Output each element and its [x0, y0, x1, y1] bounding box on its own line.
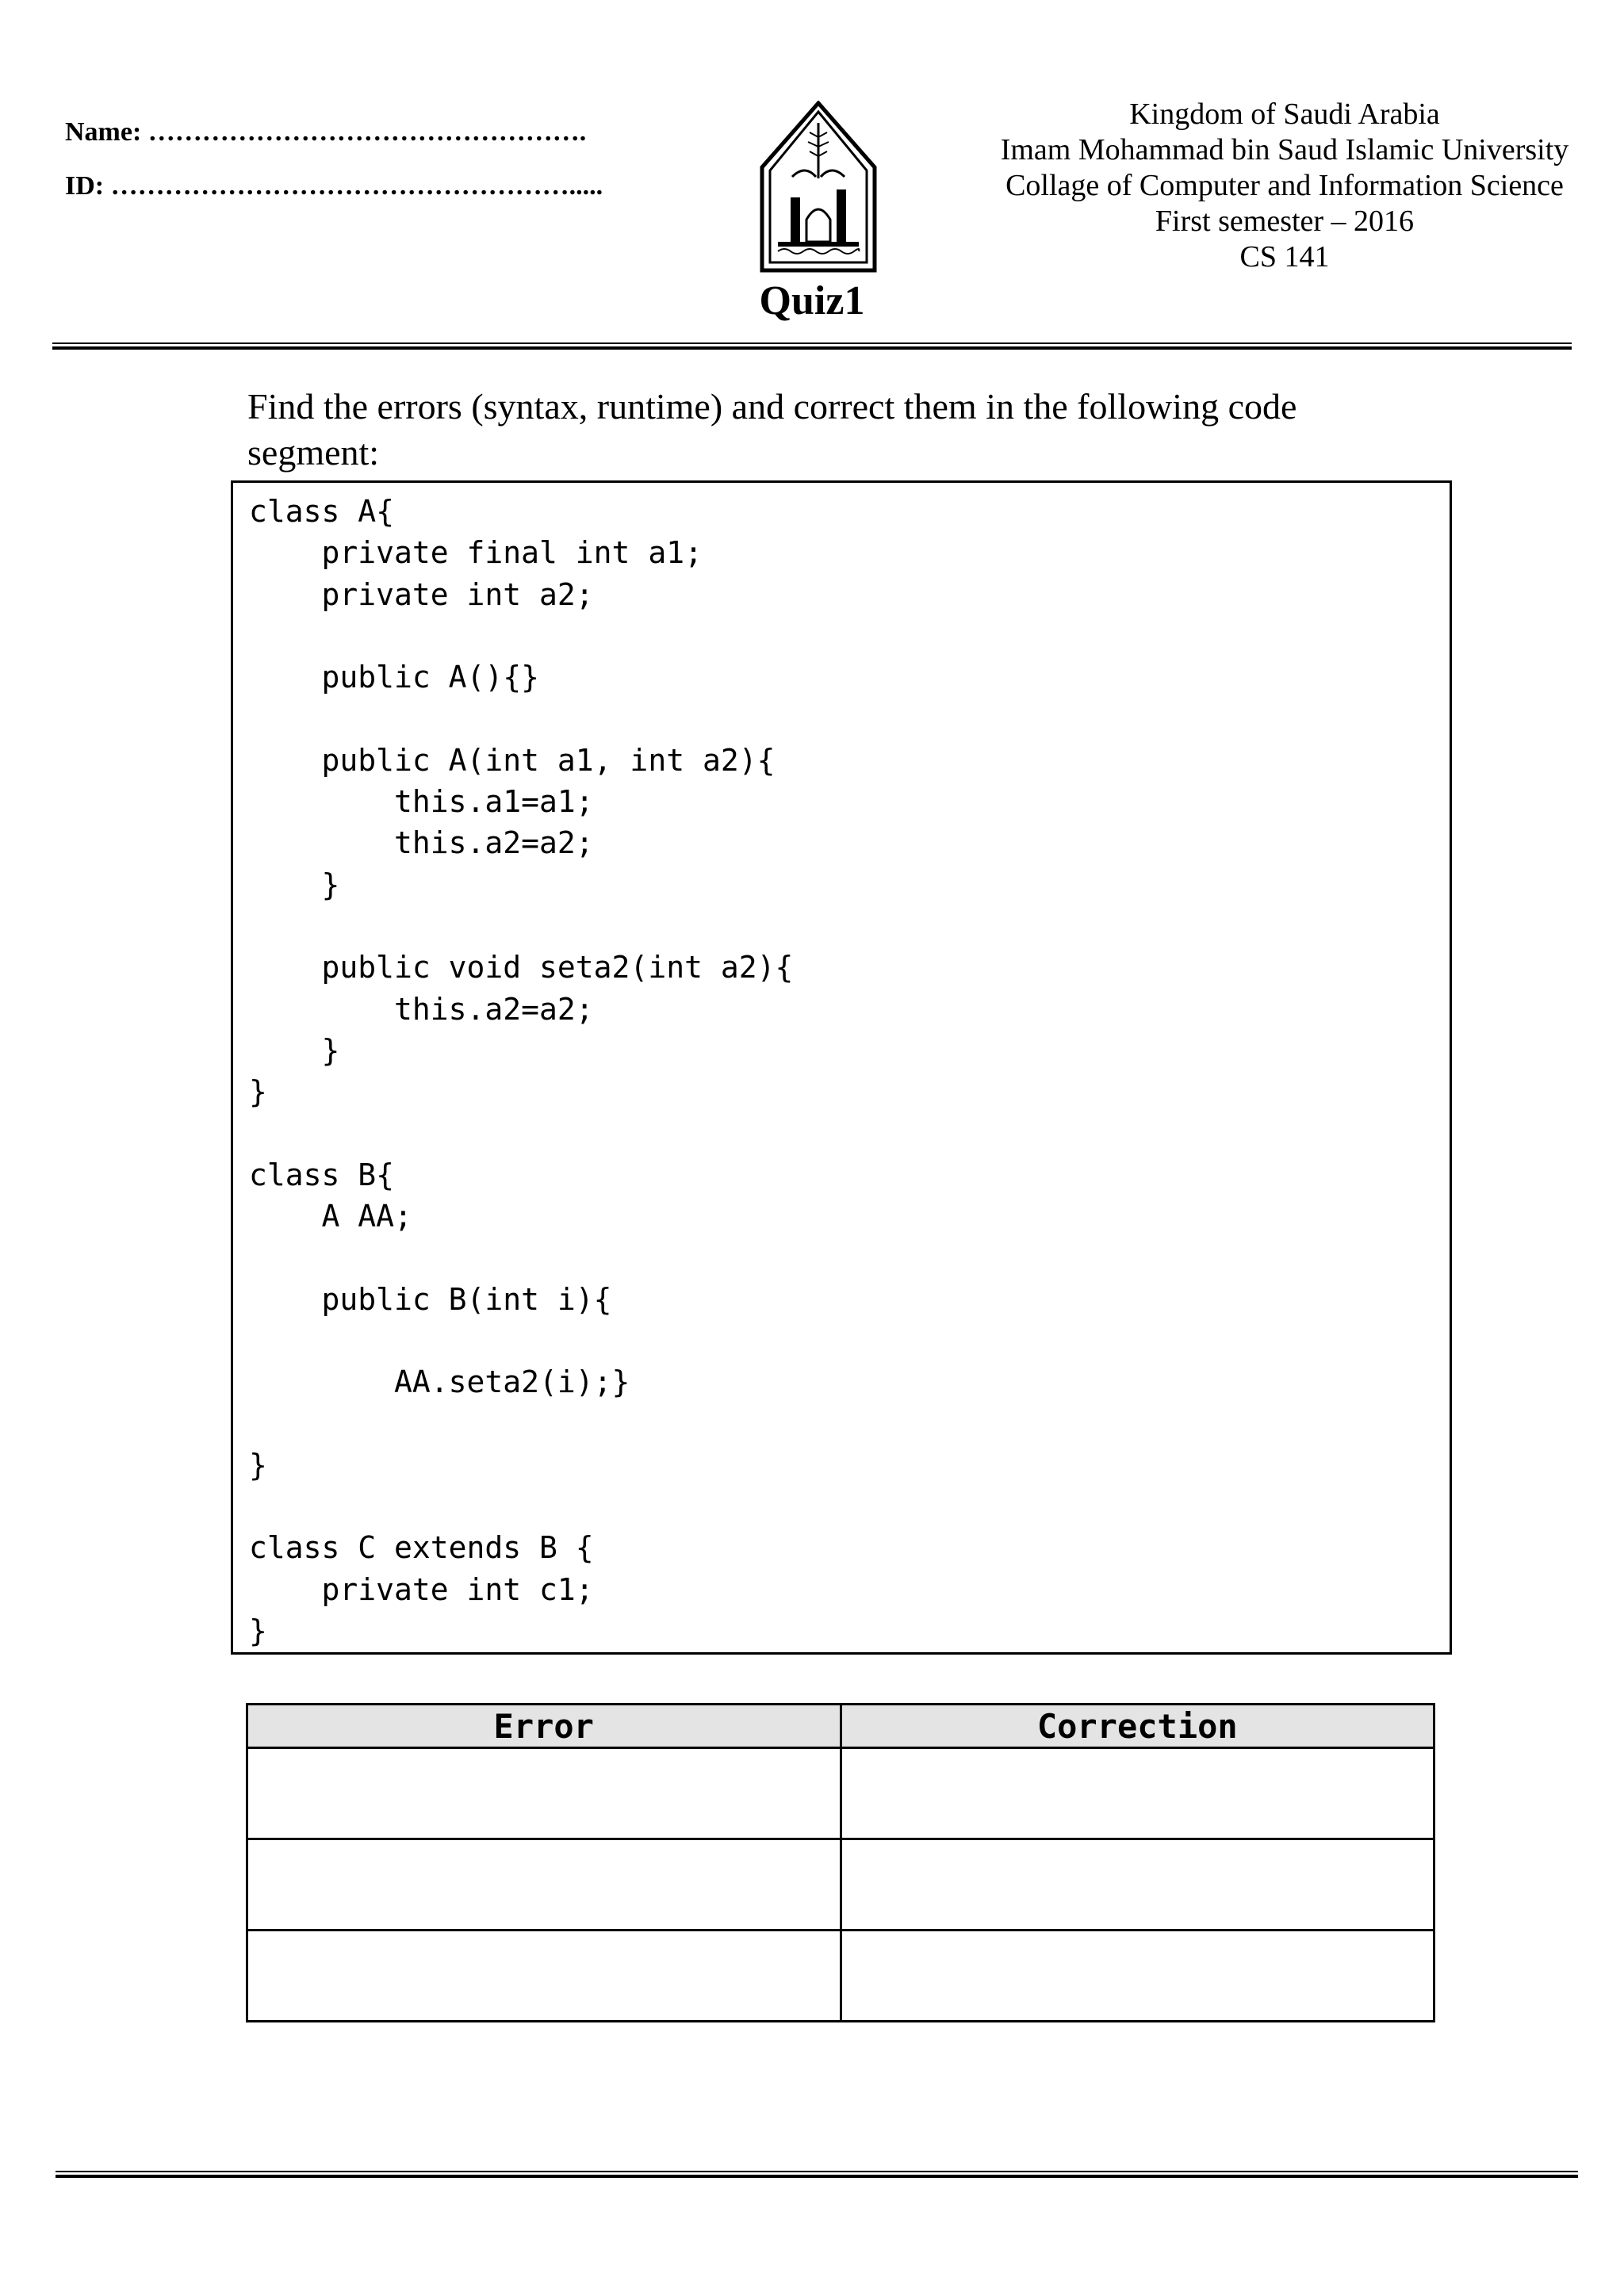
- table-row: [247, 1839, 1434, 1931]
- error-cell[interactable]: [247, 1931, 841, 2022]
- correction-cell[interactable]: [841, 1748, 1434, 1839]
- question-instruction: Find the errors (syntax, runtime) and correct them in the following code segment:: [247, 386, 1297, 473]
- answer-table-header-row: [247, 1705, 1434, 1748]
- error-cell[interactable]: [247, 1748, 841, 1839]
- correction-cell[interactable]: [841, 1931, 1434, 2022]
- institution-block: [952, 97, 1618, 275]
- error-cell[interactable]: [247, 1839, 841, 1931]
- university-emblem-icon: [759, 101, 878, 274]
- college-line: Collage of Computer and Information Science: [1005, 169, 1564, 202]
- quiz-title: Quiz1: [759, 278, 865, 323]
- university-line: Imam Mohammad bin Saud Islamic University: [1000, 133, 1569, 166]
- footer-divider: [56, 2171, 1578, 2178]
- correction-cell[interactable]: [841, 1839, 1434, 1931]
- country-line: Kingdom of Saudi Arabia: [1129, 98, 1440, 131]
- student-fields: [65, 117, 699, 201]
- error-column-header: Error: [247, 1705, 841, 1748]
- answer-table: [246, 1703, 1435, 2022]
- header-divider: [52, 342, 1572, 350]
- correction-column-header: Correction: [841, 1705, 1434, 1748]
- semester-line: First semester – 2016: [1155, 205, 1415, 238]
- course-code-line: CS 141: [1239, 240, 1330, 274]
- id-field[interactable]: ID: …………………………………………….....: [65, 171, 603, 201]
- code-segment: class A{ private final int a1; private int a2; public A(){} public A(int a1, int a2){ this.a1=a1; this.a2=a2; } public void seta2(int a2){ this.a2=a2; } } class B{ A AA; public B(int i){ AA.seta2(i);} } class C extends B { private int c1; }: [249, 494, 794, 1649]
- code-segment-box: [231, 480, 1452, 1655]
- table-row: [247, 1748, 1434, 1839]
- name-field[interactable]: Name: ………………………………………….: [65, 117, 587, 147]
- table-row: [247, 1931, 1434, 2022]
